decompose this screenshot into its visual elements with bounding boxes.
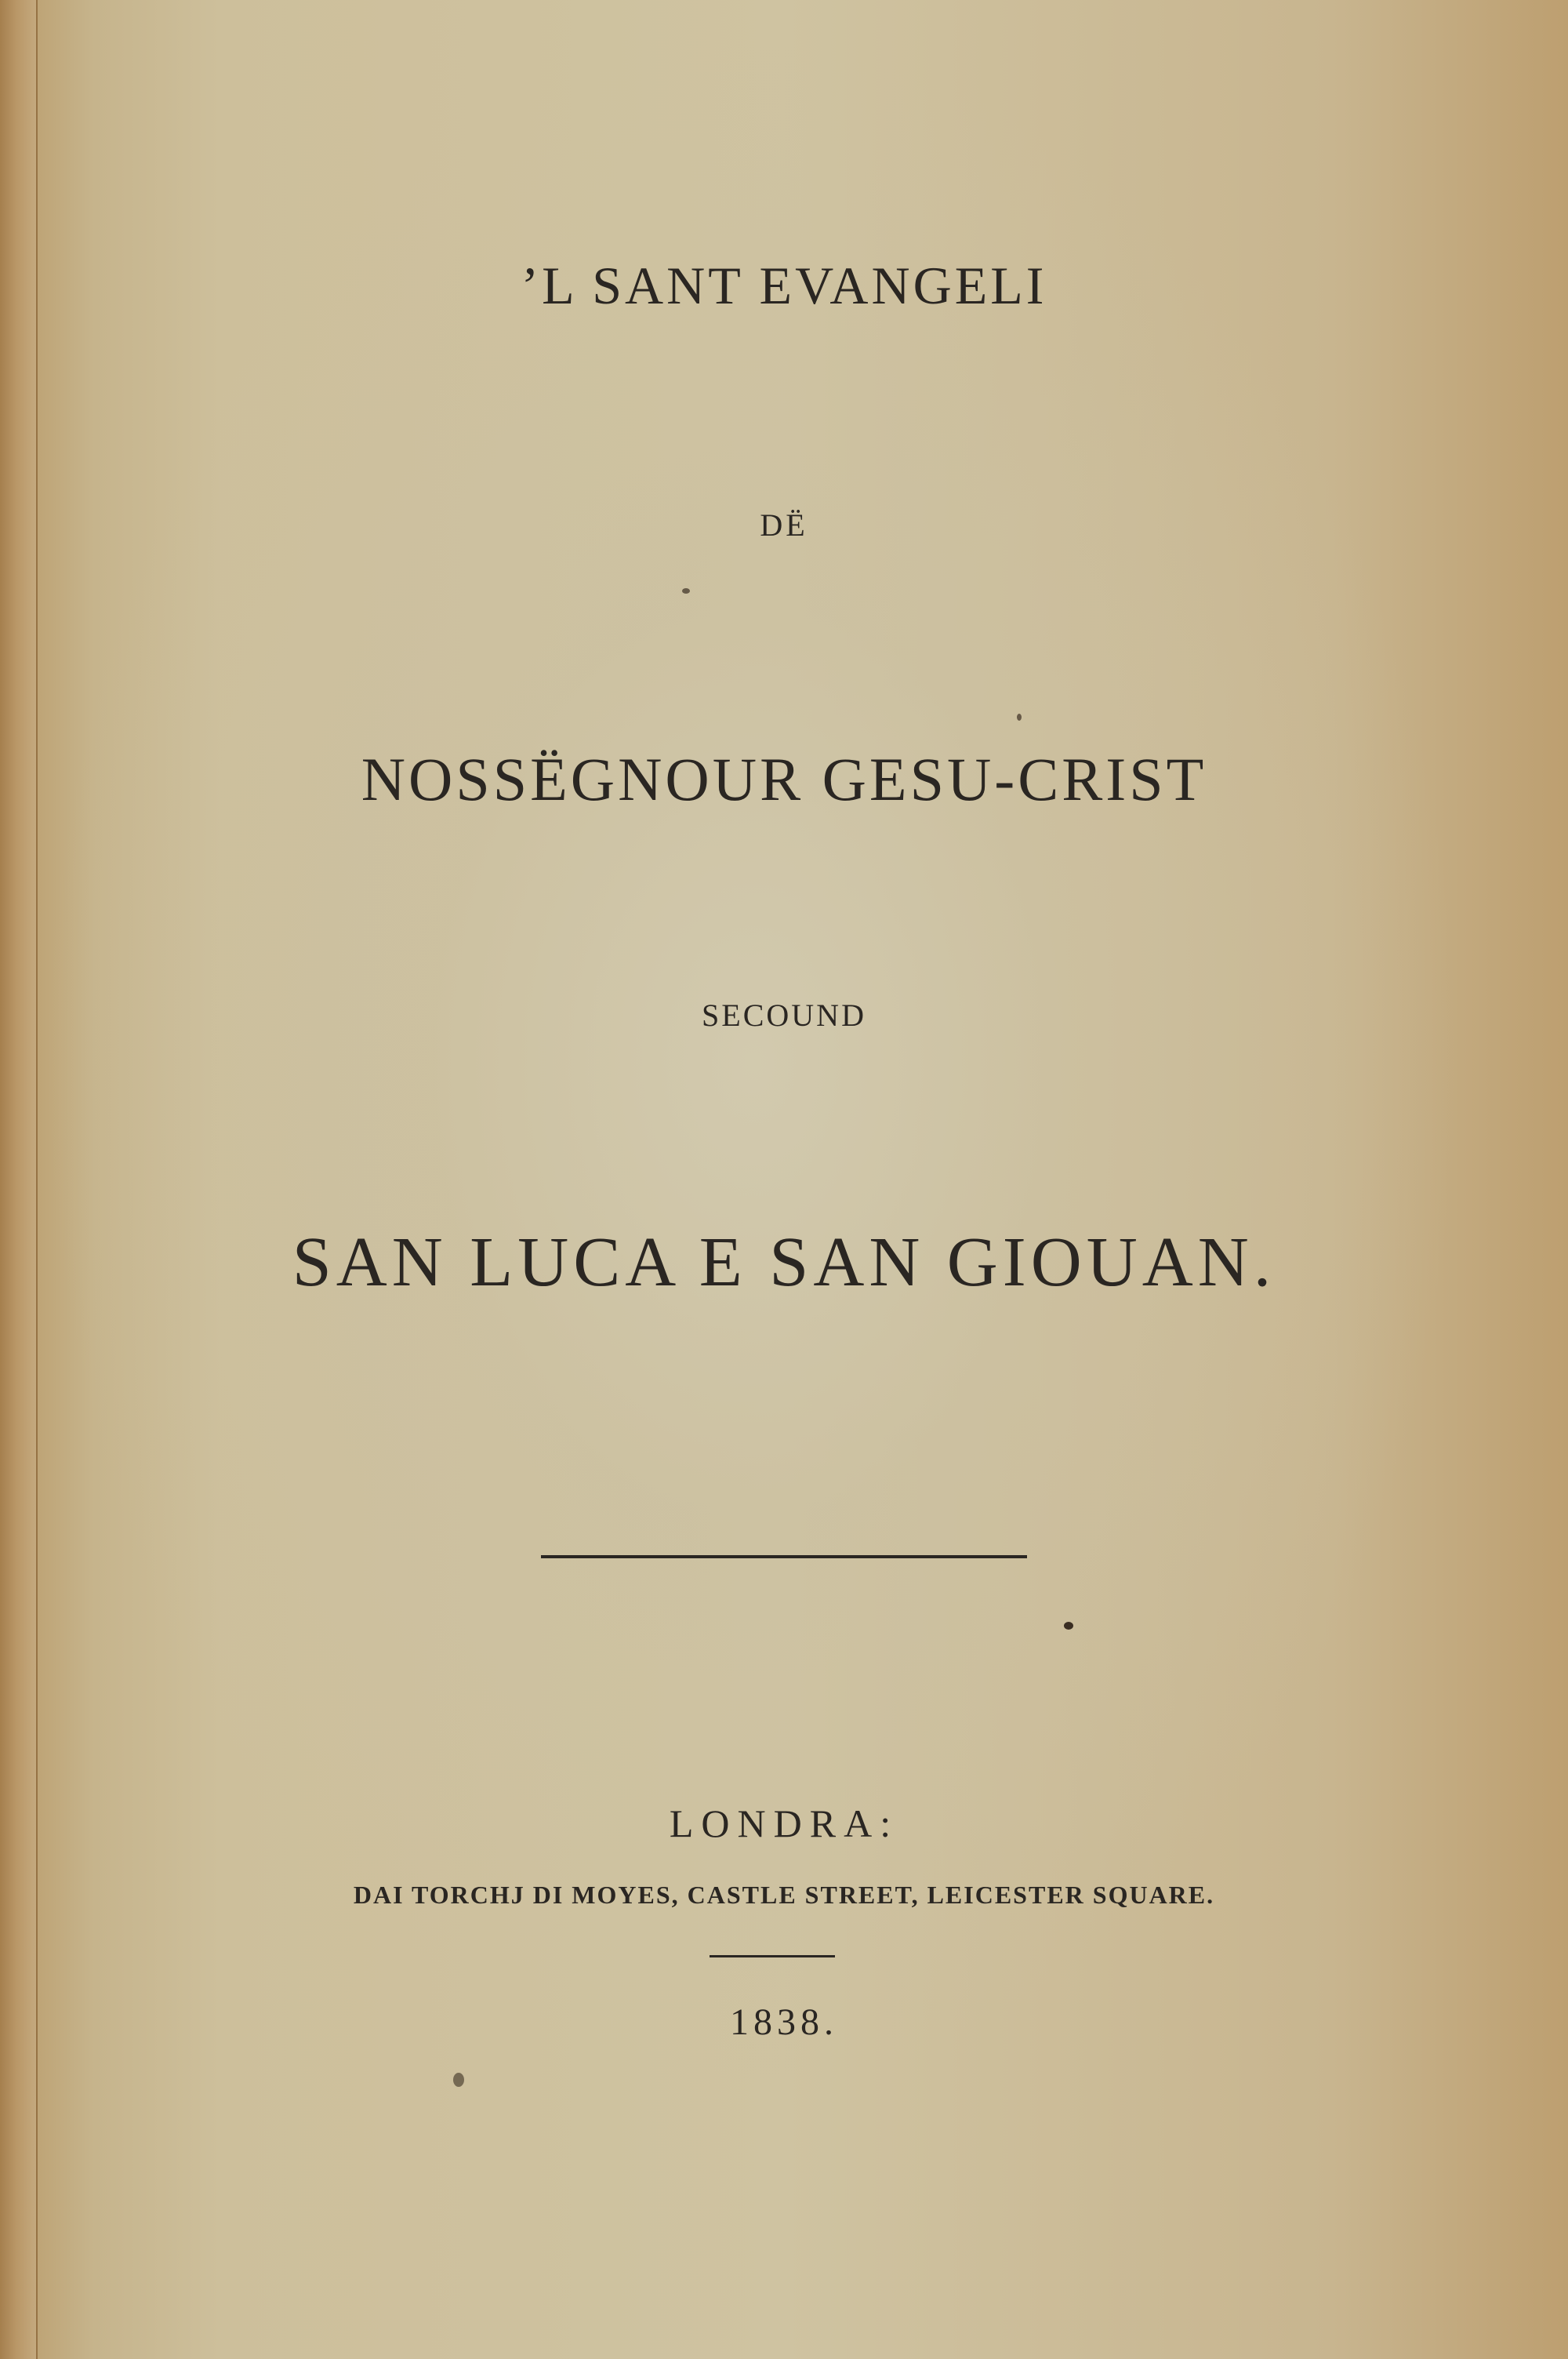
imprint-place: LONDRA: [669, 1801, 899, 1845]
imprint-year: 1838. [730, 2001, 838, 2043]
imprint-printer: DAI TORCHJ DI MOYES, CASTLE STREET, LEICESTER SQUARE. [353, 1881, 1215, 1909]
ink-speck [1064, 1622, 1073, 1630]
title-line-gospel: ’L SANT EVANGELI [521, 256, 1047, 315]
ink-speck [1017, 714, 1022, 721]
title-line-evangelists: SAN LUCA E SAN GIOUAN. [292, 1223, 1276, 1301]
title-line-according: SECOUND [702, 998, 866, 1033]
title-line-of: DË [760, 507, 808, 543]
title-line-lord: NOSSËGNOUR GESU-CRIST [361, 745, 1207, 813]
ink-speck [682, 588, 690, 594]
imprint-divider-rule [710, 1955, 835, 1957]
title-divider-rule [541, 1555, 1027, 1558]
ink-speck [453, 2073, 464, 2087]
